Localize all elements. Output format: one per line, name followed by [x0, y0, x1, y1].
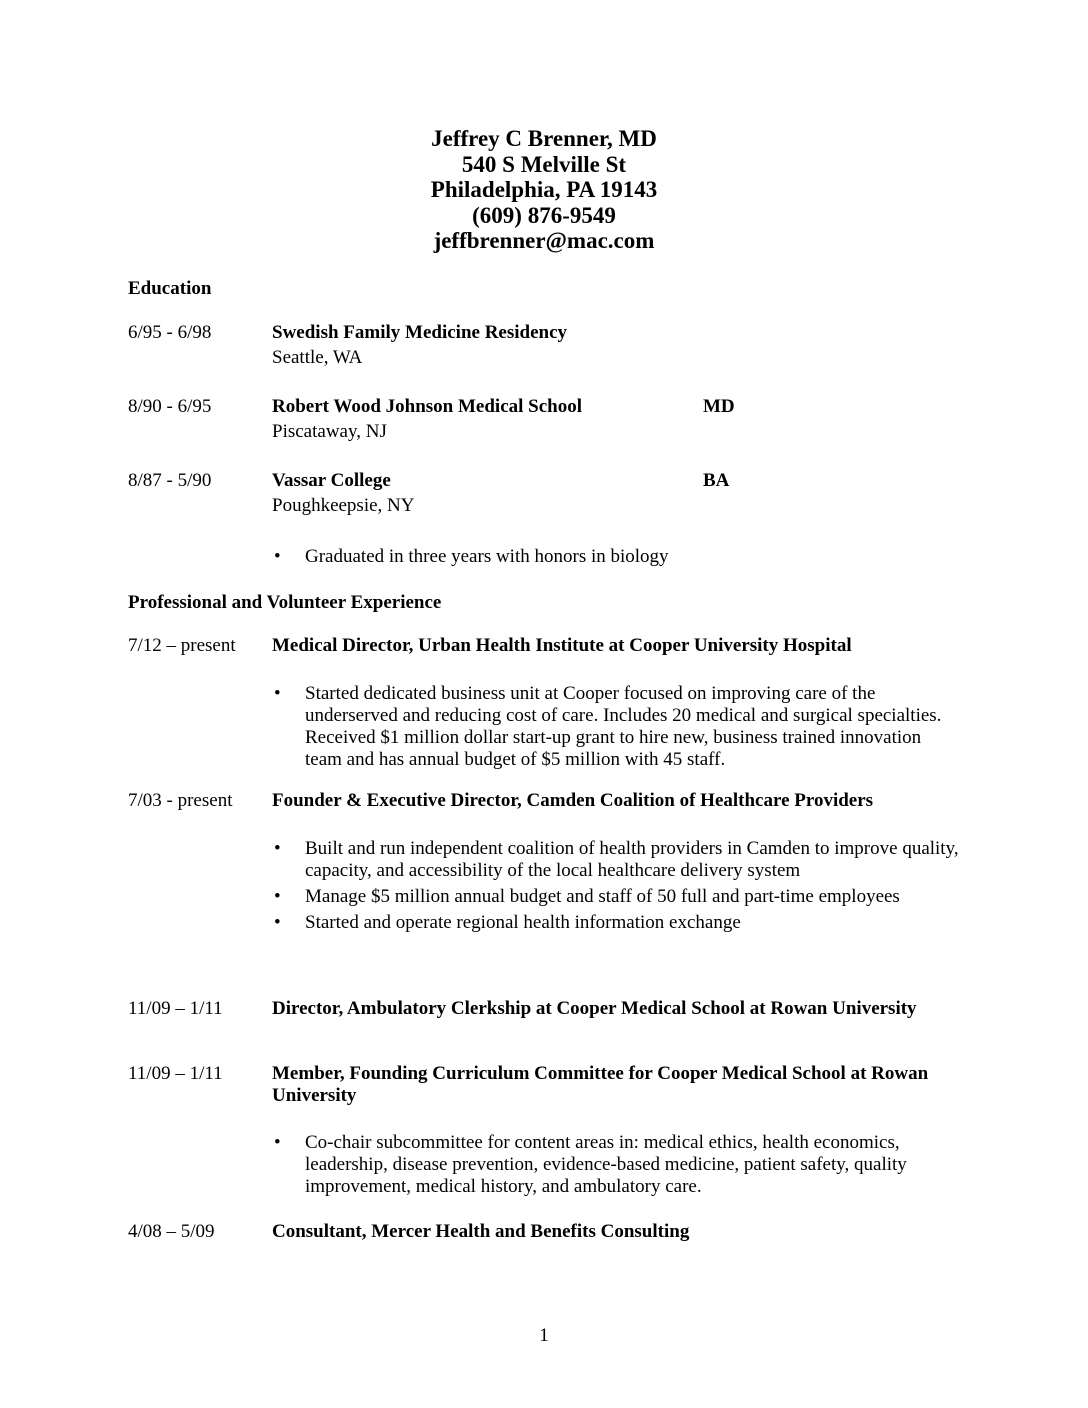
- bullet-text: Started and operate regional health information exchange: [305, 912, 741, 933]
- bullet-text: Co-chair subcommittee for content areas in: medical ethics, health economics, leadership, disease prevention, evidence-based medicine, patient safety, quality improvement, medical history, and ambulatory care.: [305, 1132, 907, 1197]
- entry-dates: 7/03 - present: [128, 790, 233, 811]
- degree-label: BA: [703, 470, 730, 491]
- bullet-text: Started dedicated business unit at Cooper focused on improving care of the underserved and reducing cost of care. Includes 20 medical and surgical specialties. Received $1 million dollar start-up grant to hire new, business trained innovation team and has annual budget of $5 million with 45 staff.: [305, 683, 942, 770]
- experience-entry: [128, 635, 968, 657]
- bullet-item: [272, 1132, 962, 1198]
- bullet-icon: •: [274, 683, 281, 704]
- position-title: Consultant, Mercer Health and Benefits Consulting: [272, 1221, 690, 1242]
- institution-location: Seattle, WA: [272, 347, 363, 368]
- degree-label: MD: [703, 396, 735, 417]
- position-title: Medical Director, Urban Health Institute at Cooper University Hospital: [272, 635, 852, 656]
- bullet-icon: •: [274, 912, 281, 933]
- entry-dates: 11/09 – 1/11: [128, 998, 223, 1019]
- experience-bullets: [272, 838, 962, 938]
- institution-location: Piscataway, NJ: [272, 421, 387, 442]
- page-number: 1: [539, 1325, 549, 1346]
- education-entry: [128, 470, 968, 517]
- bullet-text: Manage $5 million annual budget and staff of 50 full and part-time employees: [305, 886, 900, 907]
- experience-heading: Professional and Volunteer Experience: [128, 592, 442, 613]
- bullet-text: Built and run independent coalition of health providers in Camden to improve quality, capacity, and accessibility of the local healthcare delivery system: [305, 838, 959, 881]
- contact-header: [0, 126, 1088, 254]
- entry-dates: 8/87 - 5/90: [128, 470, 212, 491]
- institution-name: Robert Wood Johnson Medical School: [272, 396, 583, 417]
- bullet-icon: •: [274, 1132, 281, 1153]
- position-title: Founder & Executive Director, Camden Coalition of Healthcare Providers: [272, 790, 874, 811]
- education-bullets: [272, 546, 962, 572]
- experience-bullets: [272, 1132, 962, 1202]
- phone-number: (609) 876-9549: [472, 202, 616, 228]
- person-name: Jeffrey C Brenner, MD: [431, 126, 657, 151]
- education-heading: Education: [128, 278, 212, 299]
- education-entry: [128, 322, 968, 369]
- experience-entry: [128, 790, 968, 812]
- bullet-text: Graduated in three years with honors in biology: [305, 546, 669, 567]
- bullet-icon: •: [274, 886, 281, 907]
- street-address: 540 S Melville St: [461, 151, 627, 177]
- experience-entry: [128, 1063, 968, 1107]
- experience-entry: [128, 998, 968, 1020]
- bullet-icon: •: [274, 838, 281, 859]
- entry-dates: 8/90 - 6/95: [128, 396, 212, 417]
- email-address: jeffbrenner@mac.com: [433, 228, 655, 253]
- institution-location: Poughkeepsie, NY: [272, 495, 415, 516]
- experience-entry: [128, 1221, 968, 1243]
- position-title: Member, Founding Curriculum Committee for Cooper Medical School at Rowan University: [272, 1063, 929, 1106]
- bullet-icon: •: [274, 546, 281, 567]
- bullet-item: [272, 683, 962, 771]
- entry-dates: 7/12 – present: [128, 635, 236, 656]
- entry-dates: 11/09 – 1/11: [128, 1063, 223, 1084]
- institution-name: Vassar College: [272, 470, 391, 491]
- education-entry: [128, 396, 968, 443]
- bullet-item: [272, 886, 962, 908]
- bullet-item: [272, 546, 962, 568]
- city-state-zip: Philadelphia, PA 19143: [430, 177, 658, 202]
- entry-dates: 4/08 – 5/09: [128, 1221, 215, 1242]
- institution-name: Swedish Family Medicine Residency: [272, 322, 568, 343]
- entry-dates: 6/95 - 6/98: [128, 322, 212, 343]
- bullet-item: [272, 838, 962, 882]
- position-title: Director, Ambulatory Clerkship at Cooper Medical School at Rowan University: [272, 998, 917, 1019]
- bullet-item: [272, 912, 962, 934]
- experience-bullets: [272, 683, 962, 775]
